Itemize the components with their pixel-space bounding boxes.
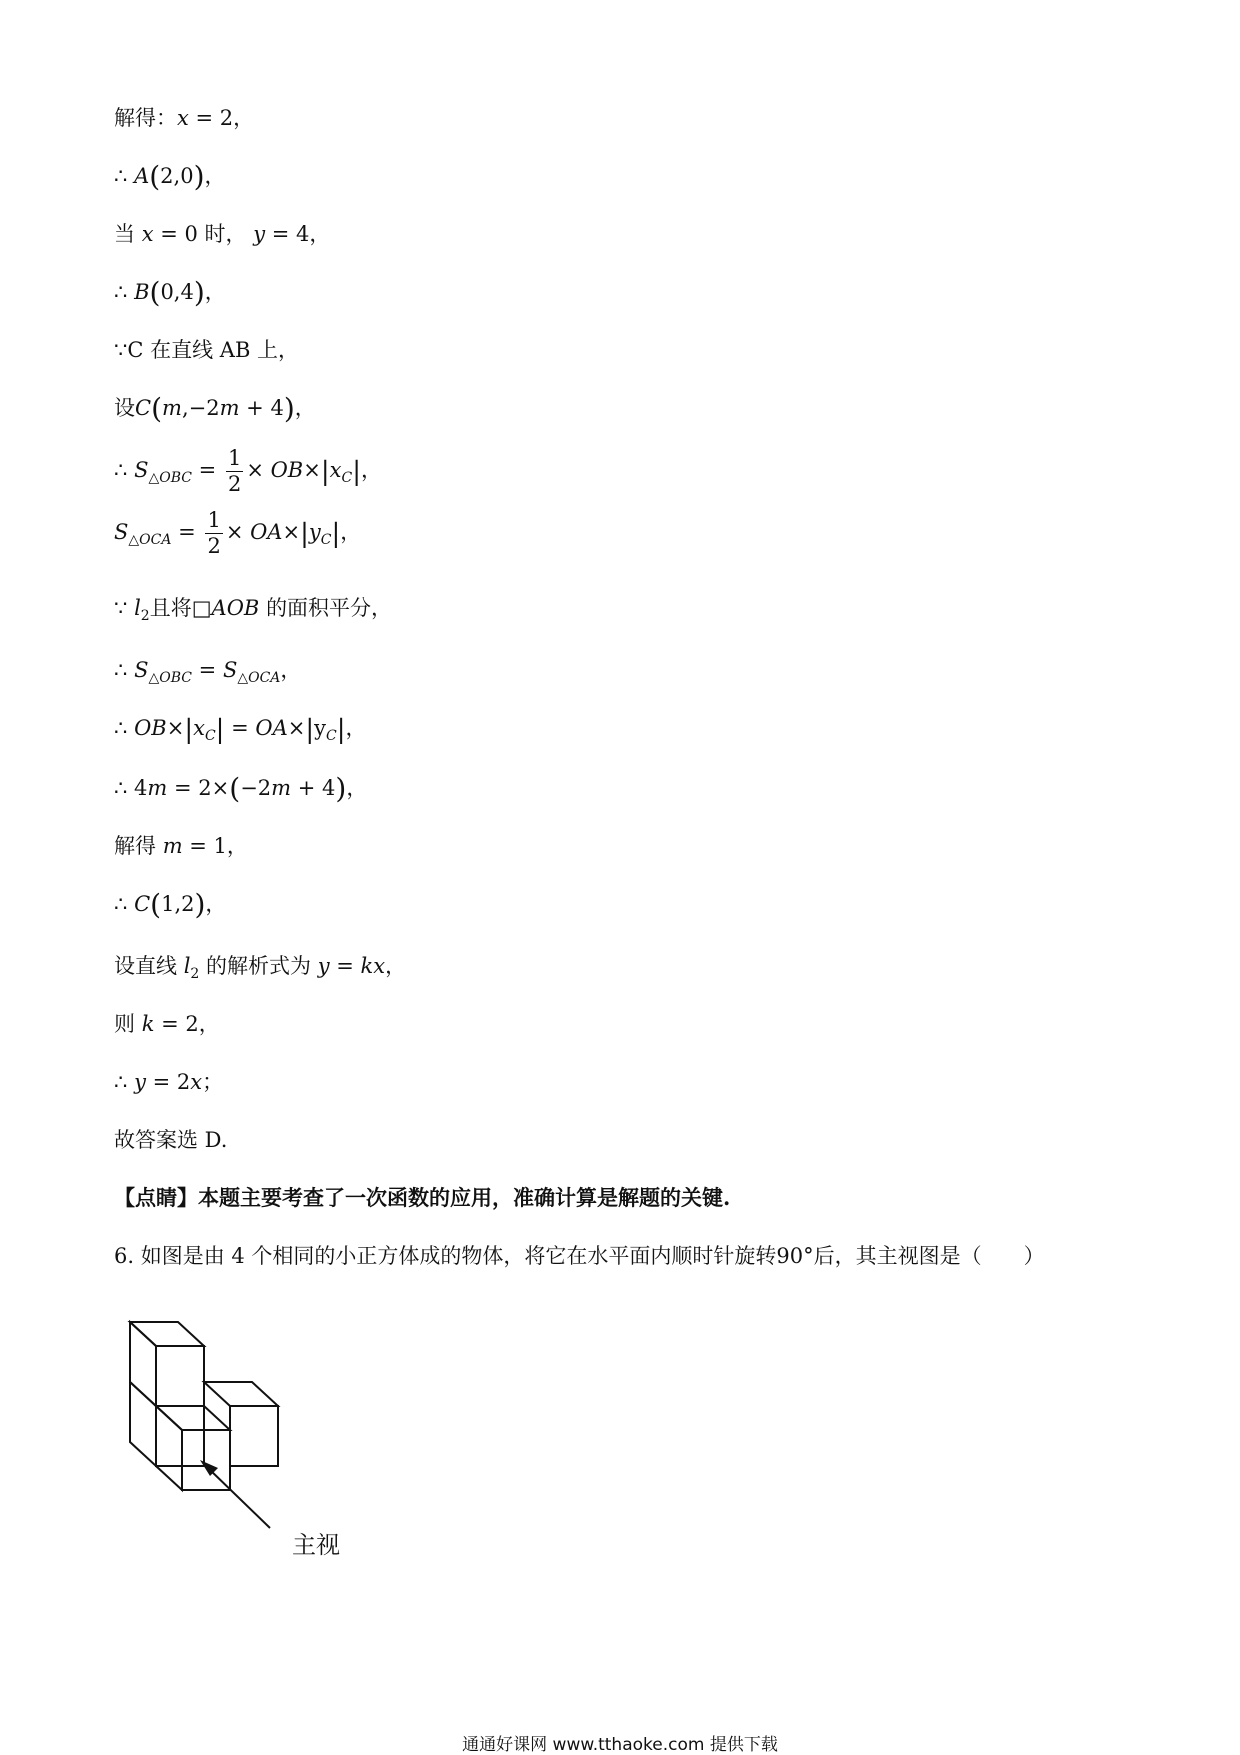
comment-tag: 【点睛】 — [114, 1185, 198, 1210]
solution-line-4: ∴ B(0,4)， — [114, 276, 226, 309]
solution-line-7: ∴ $S_{\triangle OBC}$ = $\frac{1}{2}$ × $OB\times|x_C|$， — [114, 446, 382, 496]
solution-line-2: ∴ A(2,0)， — [114, 160, 226, 193]
solution-line-6: 设C(m,−2m + 4)， — [114, 392, 316, 425]
solution-line-15: 设直线 $l_2$ 的解析式为 y = kx， — [114, 954, 407, 982]
solution-line-11: ∴ $OB\times|x_C| = OA\times|y_C|$， — [114, 715, 367, 745]
solution-line-17: ∴ y = 2x； — [114, 1070, 224, 1094]
solution-line-18: 故答案选 D. — [114, 1128, 228, 1152]
view-arrow — [208, 1468, 270, 1528]
figure-label: 主视 — [292, 1531, 340, 1559]
solution-line-16: 则 k = 2， — [114, 1012, 220, 1036]
cube-figure — [120, 1310, 460, 1570]
solution-line-3: 当 x = 0 时， y = 4， — [114, 222, 331, 246]
solution-line-9: ∵ $l_2$且将□AOB 的面积平分， — [114, 596, 393, 624]
solution-line-10: ∴ $S_{\triangle OBC} = S_{\triangle OCA}$， — [114, 658, 302, 686]
page-footer: 通通好课网 www.tthaoke.com 提供下载 — [462, 1735, 778, 1755]
arrow-head-icon — [200, 1460, 218, 1476]
question-6: 6. 如图是由 4 个相同的小正方体成的物体，将它在水平面内顺时针旋转90°后，其主视图是（ ） — [114, 1244, 1045, 1268]
comment-line: 【点睛】本题主要考查了一次函数的应用，准确计算是解题的关键. — [114, 1185, 731, 1210]
solution-line-5: ∵C 在直线 AB 上， — [114, 338, 300, 362]
solution-line-8: $S_{\triangle OCA}$ = $\frac{1}{2}$ × $OA\times|y_C|$， — [114, 508, 362, 558]
solution-line-1: 解得：x = 2， — [114, 106, 255, 130]
solution-line-12: ∴ 4m = 2×(−2m + 4)， — [114, 772, 368, 805]
solution-line-13: 解得 m = 1， — [114, 834, 248, 858]
solution-line-14: ∴ C(1,2)， — [114, 888, 227, 921]
